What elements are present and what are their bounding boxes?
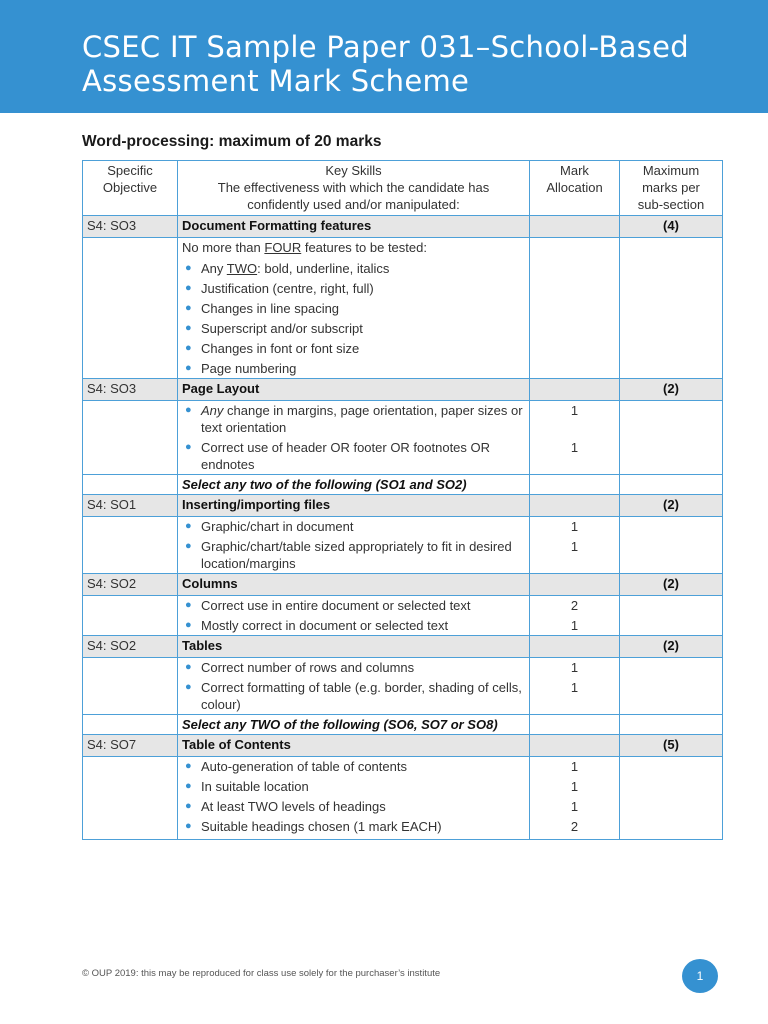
text-run: features to be tested: — [301, 240, 427, 255]
list-item — [182, 818, 525, 835]
section-body-row — [83, 238, 723, 379]
section-heading: Table of Contents — [178, 735, 530, 757]
objective-cell: S4: SO1 — [83, 495, 178, 517]
copyright-notice: © OUP 2019: this may be reproduced for class use solely for the purchaser’s institute — [82, 968, 441, 979]
list-item — [182, 617, 525, 634]
max-marks-cell: (2) — [620, 636, 723, 658]
selection-instruction-row — [83, 475, 723, 495]
item-text: Justification (centre, right, full) — [201, 281, 374, 296]
section-heading: Document Formatting features — [178, 216, 530, 238]
bullet-dot-icon: ● — [185, 302, 192, 314]
mark-value: 1 — [570, 539, 579, 554]
header-line: sub-section — [637, 197, 705, 212]
allocation-cell — [530, 658, 620, 715]
section-heading-row — [83, 735, 723, 757]
page-title: CSEC IT Sample Paper 031–School-Based Assessment Mark Scheme — [82, 30, 689, 98]
list-item — [182, 659, 525, 676]
list-item — [182, 439, 525, 473]
selection-instruction: Select any TWO of the following (SO6, SO7 or SO8) — [178, 715, 530, 735]
text-run: change in margins, page orientation, paper sizes or text orientation — [201, 403, 523, 435]
allocation-cell — [530, 401, 620, 475]
max-marks-cell: (2) — [620, 495, 723, 517]
list-item — [182, 679, 525, 713]
section-title: Word-processing: maximum of 20 marks — [82, 133, 382, 150]
section-body-row — [83, 401, 723, 475]
allocation-cell — [530, 735, 620, 757]
header-line: Mark — [560, 163, 589, 178]
max-marks-cell — [620, 757, 723, 840]
mark-value: 2 — [570, 598, 579, 613]
text-run: Any — [201, 261, 227, 276]
max-marks-cell — [620, 517, 723, 574]
section-heading: Tables — [178, 636, 530, 658]
emphasis-text: Any — [201, 403, 224, 418]
bullet-dot-icon: ● — [185, 760, 192, 772]
header-line: Key Skills — [325, 163, 382, 178]
item-text: Changes in font or font size — [201, 341, 360, 356]
mark-value: 1 — [570, 519, 579, 534]
max-marks-cell: (2) — [620, 574, 723, 596]
criteria-list — [182, 260, 525, 377]
section-body-row — [83, 596, 723, 636]
bullet-dot-icon: ● — [185, 540, 192, 552]
mark-value: 1 — [570, 779, 579, 794]
bullet-dot-icon: ● — [185, 322, 192, 334]
header-line: Allocation — [546, 180, 603, 195]
section-heading-row — [83, 495, 723, 517]
header-banner — [0, 0, 768, 113]
bullet-dot-icon: ● — [185, 619, 192, 631]
item-text: In suitable location — [201, 779, 309, 794]
bullet-dot-icon: ● — [185, 800, 192, 812]
criteria-list — [182, 402, 525, 473]
allocation-cell — [530, 636, 620, 658]
list-item — [182, 798, 525, 815]
section-intro — [182, 239, 525, 256]
text-run: : bold, underline, italics — [257, 261, 390, 276]
mark-value: 1 — [570, 759, 579, 774]
max-marks-cell: (5) — [620, 735, 723, 757]
section-body-row — [83, 517, 723, 574]
mark-value: 1 — [570, 660, 579, 675]
allocation-cell — [530, 715, 620, 735]
item-text: Correct formatting of table (e.g. border, shading of cells, colour) — [201, 680, 522, 712]
criteria-list — [182, 597, 525, 634]
page-number-badge: 1 — [682, 959, 718, 993]
allocation-cell — [530, 379, 620, 401]
item-text: Correct number of rows and columns — [201, 660, 415, 675]
mark-value: 2 — [570, 819, 579, 834]
max-marks-cell: (2) — [620, 379, 723, 401]
item-text: Correct use of header OR footer OR footnotes OR endnotes — [201, 440, 491, 472]
section-heading-row — [83, 574, 723, 596]
skills-cell — [178, 401, 530, 475]
list-item — [182, 518, 525, 535]
bullet-dot-icon: ● — [185, 681, 192, 693]
allocation-cell — [530, 495, 620, 517]
item-text: Changes in line spacing — [201, 301, 340, 316]
section-heading: Page Layout — [178, 379, 530, 401]
objective-cell — [83, 238, 178, 379]
list-item — [182, 260, 525, 277]
column-header-objective — [83, 161, 178, 216]
emphasis-text: FOUR — [264, 240, 302, 255]
allocation-cell — [530, 238, 620, 379]
column-header-skills — [178, 161, 530, 216]
bullet-dot-icon: ● — [185, 599, 192, 611]
skills-cell — [178, 658, 530, 715]
mark-value: 1 — [570, 440, 579, 455]
bullet-dot-icon: ● — [185, 820, 192, 832]
objective-cell: S4: SO3 — [83, 216, 178, 238]
item-text: Suitable headings chosen (1 mark EACH) — [201, 819, 442, 834]
objective-cell — [83, 475, 178, 495]
bullet-dot-icon: ● — [185, 342, 192, 354]
max-marks-cell — [620, 475, 723, 495]
selection-instruction-row — [83, 715, 723, 735]
section-heading-row — [83, 636, 723, 658]
item-text: Graphic/chart in document — [201, 519, 354, 534]
allocation-cell — [530, 574, 620, 596]
max-marks-cell — [620, 238, 723, 379]
list-item — [182, 778, 525, 795]
table-header-row — [83, 161, 723, 216]
mark-value: 1 — [570, 799, 579, 814]
list-item — [182, 538, 525, 572]
max-marks-cell: (4) — [620, 216, 723, 238]
skills-cell — [178, 596, 530, 636]
objective-cell — [83, 517, 178, 574]
objective-cell — [83, 715, 178, 735]
bullet-dot-icon: ● — [185, 262, 192, 274]
allocation-cell — [530, 216, 620, 238]
bullet-dot-icon: ● — [185, 780, 192, 792]
header-line: marks per — [642, 180, 700, 195]
section-heading: Inserting/importing files — [178, 495, 530, 517]
list-item — [182, 597, 525, 614]
max-marks-cell — [620, 401, 723, 475]
section-heading-row — [83, 216, 723, 238]
section-heading-row — [83, 379, 723, 401]
bullet-dot-icon: ● — [185, 661, 192, 673]
criteria-list — [182, 518, 525, 572]
mark-value: 1 — [570, 618, 579, 633]
header-line: Maximum — [642, 163, 700, 178]
list-item — [182, 320, 525, 337]
item-text: Page numbering — [201, 361, 297, 376]
objective-cell — [83, 658, 178, 715]
objective-cell — [83, 596, 178, 636]
header-line: The effectiveness with which the candidate has — [217, 180, 490, 195]
max-marks-cell — [620, 658, 723, 715]
list-item — [182, 360, 525, 377]
criteria-list — [182, 758, 525, 835]
section-heading: Columns — [178, 574, 530, 596]
criteria-list — [182, 659, 525, 713]
emphasis-text: TWO — [226, 261, 258, 276]
objective-cell: S4: SO3 — [83, 379, 178, 401]
bullet-dot-icon: ● — [185, 282, 192, 294]
allocation-cell — [530, 596, 620, 636]
mark-value: 1 — [570, 403, 579, 418]
mark-value: 1 — [570, 680, 579, 695]
item-text: Auto-generation of table of contents — [201, 759, 407, 774]
max-marks-cell — [620, 596, 723, 636]
header-line: confidently used and/or manipulated: — [247, 197, 460, 212]
objective-cell — [83, 757, 178, 840]
bullet-dot-icon: ● — [185, 362, 192, 374]
skills-cell — [178, 757, 530, 840]
column-header-allocation — [530, 161, 620, 216]
list-item — [182, 340, 525, 357]
item-text: At least TWO levels of headings — [201, 799, 386, 814]
objective-cell: S4: SO2 — [83, 636, 178, 658]
objective-cell: S4: SO2 — [83, 574, 178, 596]
list-item — [182, 758, 525, 775]
item-text: Superscript and/or subscript — [201, 321, 363, 336]
mark-scheme-table — [82, 160, 723, 840]
allocation-cell — [530, 475, 620, 495]
item-text: Graphic/chart/table sized appropriately to fit in desired location/margins — [201, 539, 512, 571]
column-header-maximum — [620, 161, 723, 216]
item-text: Mostly correct in document or selected text — [201, 618, 449, 633]
allocation-cell — [530, 517, 620, 574]
allocation-cell — [530, 757, 620, 840]
bullet-dot-icon: ● — [185, 404, 192, 416]
selection-instruction: Select any two of the following (SO1 and SO2) — [178, 475, 530, 495]
header-line: Objective — [102, 180, 158, 195]
text-run: No more than — [182, 240, 265, 255]
list-item — [182, 280, 525, 297]
bullet-dot-icon: ● — [185, 520, 192, 532]
section-body-row — [83, 757, 723, 840]
max-marks-cell — [620, 715, 723, 735]
list-item — [182, 300, 525, 317]
bullet-dot-icon: ● — [185, 441, 192, 453]
objective-cell — [83, 401, 178, 475]
skills-cell — [178, 517, 530, 574]
item-text: Correct use in entire document or selected text — [201, 598, 471, 613]
objective-cell: S4: SO7 — [83, 735, 178, 757]
header-line: Specific — [107, 163, 153, 178]
section-body-row — [83, 658, 723, 715]
skills-cell — [178, 238, 530, 379]
list-item — [182, 402, 525, 436]
